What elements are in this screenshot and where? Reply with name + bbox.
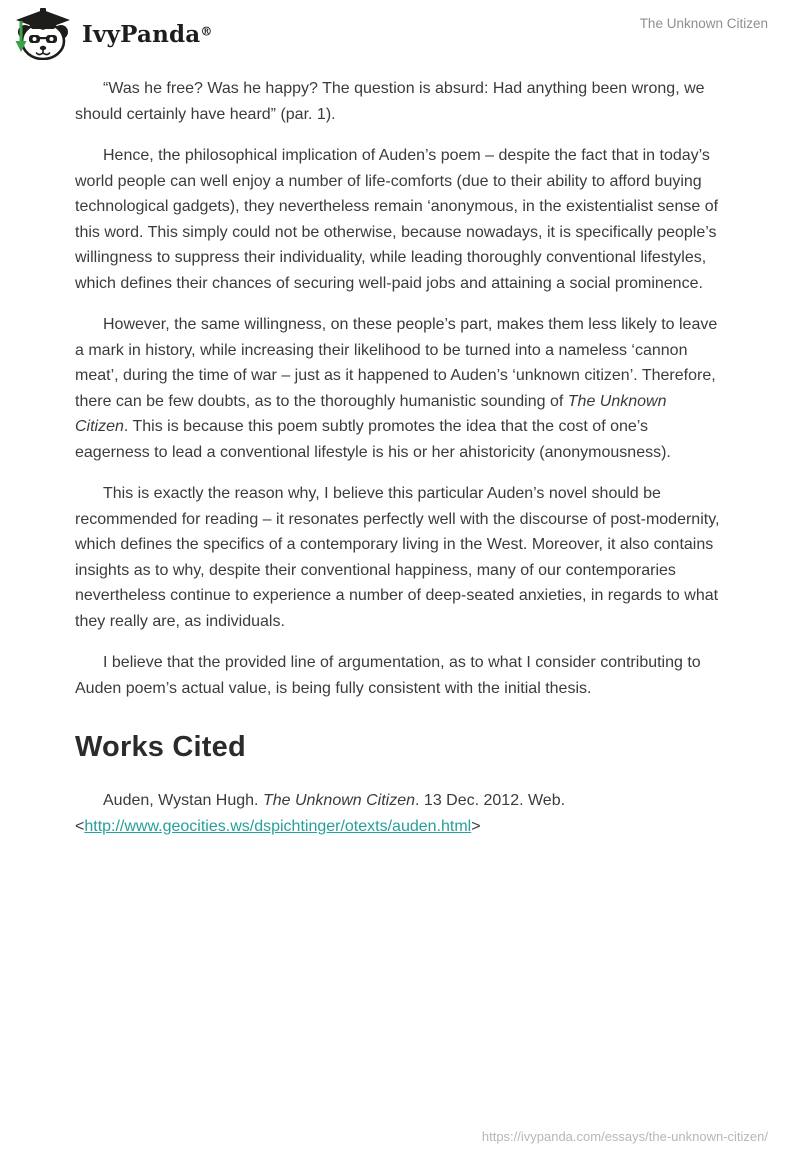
citation-link[interactable]: http://www.geocities.ws/dspichtinger/otexts/auden.html	[84, 817, 472, 835]
text-run: This is exactly the reason why, I believe this particular Auden’s novel should be recommended for reading – it resonates perfectly well with the discourse of post-modernity, which defines the specifics of a contemporary living in the West. Moreover, it also contains insights as to why, despite their conventional happiness, many of our contemporaries nevertheless continue to experience a number of deep-seated anxieties, in regards to what they really are, as individuals.	[75, 485, 720, 630]
text-run: However, the same willingness, on these people’s part, makes them less likely to leave a mark in history, while increasing their likelihood to be turned into a nameless ‘cannon meat’, during the time of war – just as it happened to Auden’s ‘unknown citizen’. Therefore, there can be few doubts, as to the thoroughly humanistic sounding of	[75, 316, 718, 410]
brand-name	[82, 21, 212, 48]
essay-paragraph	[75, 76, 723, 127]
text-run: “Was he free? Was he happy? The question is absurd: Had anything been wrong, we should certainly have heard” (par. 1).	[75, 80, 705, 123]
registered-trademark-symbol: ®	[200, 24, 213, 39]
brand	[14, 8, 212, 60]
essay-paragraph	[75, 481, 723, 634]
essay-paragraph	[75, 312, 723, 465]
italic-text-run: The Unknown Citizen	[75, 392, 667, 435]
ivypanda-logo-icon	[14, 8, 72, 60]
works-cited-heading: Works Cited	[75, 731, 246, 763]
text-run: . 13 Dec. 2012. Web. <	[75, 792, 566, 835]
text-run: >	[471, 817, 481, 835]
text-run: . This is because this poem subtly promotes the idea that the cost of one’s eagerness to lead a conventional lifestyle is his or her ahistoricity (anonymousness).	[75, 418, 671, 461]
brand-name-text: IvyPanda	[82, 20, 201, 48]
essay-body	[0, 62, 800, 839]
text-run: Auden, Wystan Hugh.	[103, 792, 263, 809]
essay-paragraph	[75, 143, 723, 296]
footer-url: https://ivypanda.com/essays/the-unknown-citizen/	[481, 1129, 768, 1144]
italic-text-run: The Unknown Citizen	[262, 792, 416, 809]
essay-paragraph	[75, 650, 723, 701]
text-run: I believe that the provided line of argumentation, as to what I consider contributing to Auden poem’s actual value, is being fully consistent with the initial thesis.	[75, 654, 701, 697]
page-header	[0, 0, 800, 62]
citation-entry	[75, 788, 723, 839]
text-run: Hence, the philosophical implication of Auden’s poem – despite the fact that in today’s world people can well enjoy a number of life-comforts (due to their ability to afford buying technological gadgets), they nevertheless remain ‘anonymous, in the existentialist sense of this word. This simply could not be otherwise, because nowadays, it is specifically people’s willingness to suppress their individuality, while leading thoroughly conventional lifestyles, which defines their chances of securing well-paid jobs and attaining a social prominence.	[75, 147, 719, 292]
running-head-title: The Unknown Citizen	[639, 16, 768, 31]
